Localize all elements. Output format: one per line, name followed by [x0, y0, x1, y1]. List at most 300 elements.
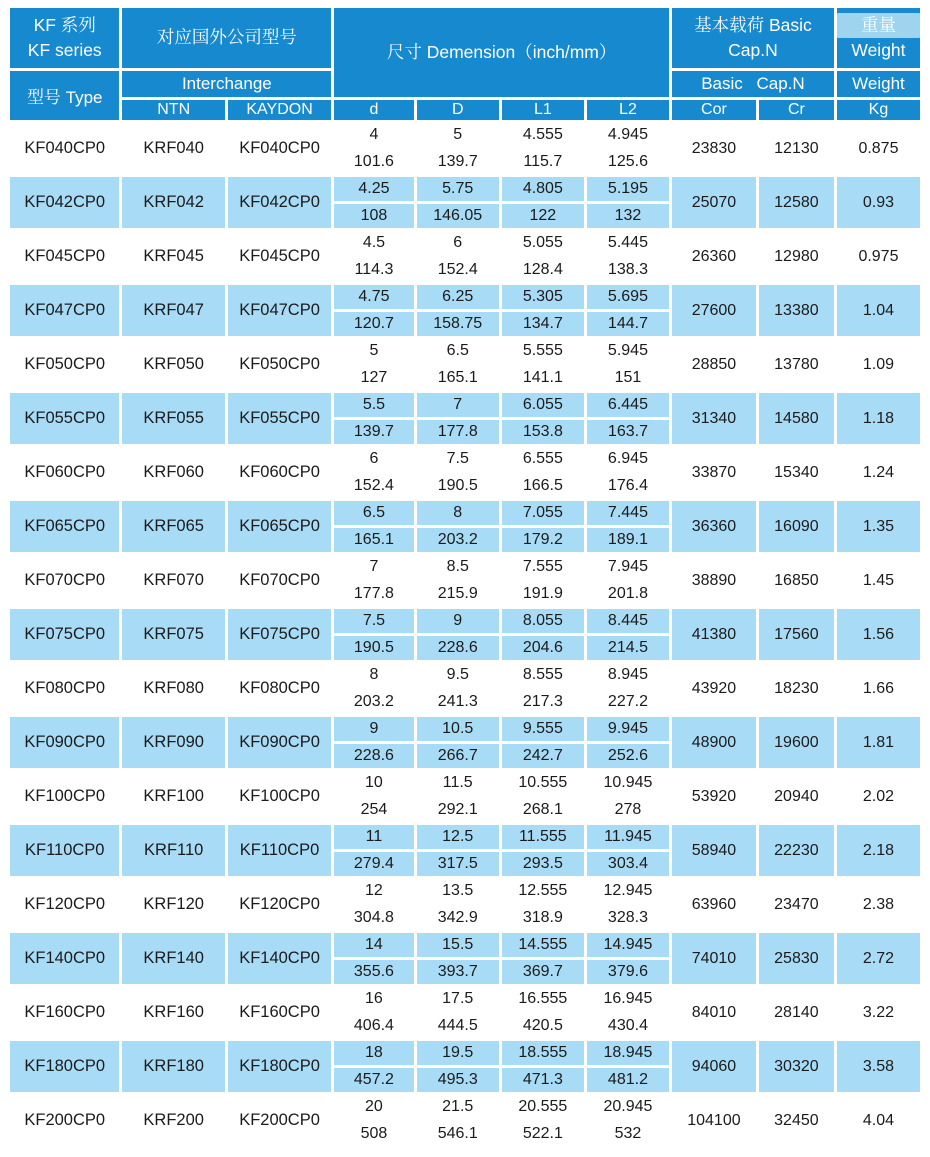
cell-L1-mm: 204.6 — [502, 636, 584, 660]
header-dimension: 尺寸 Demension（inch/mm） — [334, 8, 669, 97]
cell-L1-inch: 12.555 — [502, 879, 584, 903]
cell-kg: 4.04 — [837, 1095, 920, 1146]
cell-d-mm: 165.1 — [334, 528, 413, 552]
cell-model: KF120CP0 — [10, 879, 119, 930]
cell-L1-mm: 420.5 — [502, 1014, 584, 1038]
table-row — [10, 771, 920, 795]
cell-cor: 53920 — [672, 771, 756, 822]
cell-D-inch: 6.25 — [417, 285, 499, 309]
cell-L2-inch: 16.945 — [587, 987, 669, 1011]
header-kf-series — [10, 8, 119, 68]
cell-L2-inch: 9.945 — [587, 717, 669, 741]
cell-L2-inch: 14.945 — [587, 933, 669, 957]
cell-ntn: KRF065 — [122, 501, 224, 552]
cell-kaydon: KF160CP0 — [228, 987, 331, 1038]
cell-ntn: KRF055 — [122, 393, 224, 444]
cell-cr: 12980 — [759, 231, 834, 282]
header-interchange-cn: 对应国外公司型号 — [122, 8, 331, 68]
col-header-cr: Cr — [759, 100, 834, 120]
header-basic-cap-sub: Basic Cap.N — [672, 71, 834, 97]
cell-D-inch: 6.5 — [417, 339, 499, 363]
cell-L1-mm: 166.5 — [502, 474, 584, 498]
cell-D-inch: 15.5 — [417, 933, 499, 957]
cell-D-inch: 19.5 — [417, 1041, 499, 1065]
cell-L2-mm: 278 — [587, 798, 669, 822]
cell-cr: 18230 — [759, 663, 834, 714]
cell-D-mm: 292.1 — [417, 798, 499, 822]
cell-cr: 28140 — [759, 987, 834, 1038]
cell-D-inch: 9.5 — [417, 663, 499, 687]
cell-model: KF075CP0 — [10, 609, 119, 660]
cell-D-mm: 546.1 — [417, 1122, 499, 1146]
table-row — [10, 825, 920, 849]
cell-d-mm: 254 — [334, 798, 413, 822]
cell-L1-inch: 14.555 — [502, 933, 584, 957]
col-header-d: d — [334, 100, 413, 120]
table-row — [10, 177, 920, 201]
cell-D-mm: 241.3 — [417, 690, 499, 714]
cell-d-mm: 152.4 — [334, 474, 413, 498]
cell-d-mm: 457.2 — [334, 1068, 413, 1092]
cell-L1-mm: 522.1 — [502, 1122, 584, 1146]
cell-cr: 13380 — [759, 285, 834, 336]
weight-cn-highlight: 重量 — [837, 13, 920, 38]
cell-d-inch: 6.5 — [334, 501, 413, 525]
cell-D-inch: 11.5 — [417, 771, 499, 795]
cell-d-mm: 508 — [334, 1122, 413, 1146]
cell-kg: 1.66 — [837, 663, 920, 714]
cell-L2-inch: 12.945 — [587, 879, 669, 903]
cell-kaydon: KF045CP0 — [228, 231, 331, 282]
cell-model: KF040CP0 — [10, 123, 119, 174]
cell-L1-mm: 153.8 — [502, 420, 584, 444]
cell-L1-inch: 9.555 — [502, 717, 584, 741]
cell-L2-inch: 6.945 — [587, 447, 669, 471]
cell-d-mm: 108 — [334, 204, 413, 228]
cell-L2-inch: 11.945 — [587, 825, 669, 849]
cell-L2-mm: 328.3 — [587, 906, 669, 930]
cell-kg: 2.38 — [837, 879, 920, 930]
cell-ntn: KRF140 — [122, 933, 224, 984]
cell-d-mm: 355.6 — [334, 960, 413, 984]
cell-cr: 17560 — [759, 609, 834, 660]
cell-d-mm: 139.7 — [334, 420, 413, 444]
cell-cr: 19600 — [759, 717, 834, 768]
header-weight-cn — [837, 13, 920, 38]
cell-cr: 23470 — [759, 879, 834, 930]
cell-kaydon: KF060CP0 — [228, 447, 331, 498]
cell-L2-mm: 132 — [587, 204, 669, 228]
cell-ntn: KRF160 — [122, 987, 224, 1038]
header-weight-en: Weight — [851, 40, 906, 60]
cell-cr: 15340 — [759, 447, 834, 498]
cell-model: KF047CP0 — [10, 285, 119, 336]
cell-L2-mm: 125.6 — [587, 150, 669, 174]
cell-d-inch: 8 — [334, 663, 413, 687]
cell-D-mm: 152.4 — [417, 258, 499, 282]
cell-model: KF065CP0 — [10, 501, 119, 552]
cell-L1-inch: 20.555 — [502, 1095, 584, 1119]
cell-kaydon: KF050CP0 — [228, 339, 331, 390]
cell-d-inch: 7 — [334, 555, 413, 579]
cell-L2-inch: 5.445 — [587, 231, 669, 255]
cell-d-mm: 127 — [334, 366, 413, 390]
cell-kaydon: KF047CP0 — [228, 285, 331, 336]
cell-model: KF090CP0 — [10, 717, 119, 768]
cell-kg: 0.975 — [837, 231, 920, 282]
table-body — [10, 123, 920, 1146]
cell-d-inch: 16 — [334, 987, 413, 1011]
cell-ntn: KRF070 — [122, 555, 224, 606]
cell-cor: 58940 — [672, 825, 756, 876]
cell-D-inch: 9 — [417, 609, 499, 633]
cell-d-mm: 120.7 — [334, 312, 413, 336]
cell-ntn: KRF060 — [122, 447, 224, 498]
cell-ntn: KRF100 — [122, 771, 224, 822]
cell-cr: 13780 — [759, 339, 834, 390]
cell-D-inch: 8 — [417, 501, 499, 525]
cell-L1-inch: 6.055 — [502, 393, 584, 417]
cell-D-inch: 5.75 — [417, 177, 499, 201]
col-header-L1: L1 — [502, 100, 584, 120]
cell-D-mm: 393.7 — [417, 960, 499, 984]
cell-kg: 1.45 — [837, 555, 920, 606]
header-kf-series-en: KF series — [27, 40, 102, 60]
cell-L1-mm: 293.5 — [502, 852, 584, 876]
cell-d-inch: 5 — [334, 339, 413, 363]
cell-L2-mm: 252.6 — [587, 744, 669, 768]
cell-L2-mm: 532 — [587, 1122, 669, 1146]
cell-cor: 31340 — [672, 393, 756, 444]
cell-d-mm: 190.5 — [334, 636, 413, 660]
cell-L1-inch: 7.055 — [502, 501, 584, 525]
table-row — [10, 717, 920, 741]
cell-d-inch: 5.5 — [334, 393, 413, 417]
cell-ntn: KRF090 — [122, 717, 224, 768]
cell-L2-inch: 8.945 — [587, 663, 669, 687]
cell-d-inch: 9 — [334, 717, 413, 741]
col-header-cor: Cor — [672, 100, 756, 120]
cell-L2-mm: 227.2 — [587, 690, 669, 714]
cell-L2-inch: 7.445 — [587, 501, 669, 525]
cell-D-mm: 228.6 — [417, 636, 499, 660]
header-weight-sub: Weight — [837, 71, 920, 97]
cell-L1-inch: 16.555 — [502, 987, 584, 1011]
cell-cor: 43920 — [672, 663, 756, 714]
kf-series-spec-table — [7, 5, 923, 1149]
cell-d-mm: 279.4 — [334, 852, 413, 876]
cell-model: KF140CP0 — [10, 933, 119, 984]
cell-L2-inch: 8.445 — [587, 609, 669, 633]
cell-ntn: KRF050 — [122, 339, 224, 390]
cell-model: KF060CP0 — [10, 447, 119, 498]
cell-cr: 32450 — [759, 1095, 834, 1146]
table-row — [10, 1041, 920, 1065]
table-row — [10, 879, 920, 903]
cell-D-mm: 165.1 — [417, 366, 499, 390]
cell-ntn: KRF200 — [122, 1095, 224, 1146]
cell-kg: 1.24 — [837, 447, 920, 498]
table-row — [10, 663, 920, 687]
cell-L2-mm: 151 — [587, 366, 669, 390]
table-row — [10, 609, 920, 633]
cell-kaydon: KF200CP0 — [228, 1095, 331, 1146]
cell-ntn: KRF042 — [122, 177, 224, 228]
cell-L1-inch: 4.805 — [502, 177, 584, 201]
cell-d-mm: 228.6 — [334, 744, 413, 768]
header-basic-cap-cn: 基本载荷 Basic — [694, 14, 812, 35]
cell-model: KF100CP0 — [10, 771, 119, 822]
cell-L1-inch: 4.555 — [502, 123, 584, 147]
table-row — [10, 501, 920, 525]
cell-L1-mm: 318.9 — [502, 906, 584, 930]
table-row — [10, 339, 920, 363]
table-row — [10, 933, 920, 957]
cell-cor: 36360 — [672, 501, 756, 552]
cell-L2-inch: 4.945 — [587, 123, 669, 147]
table-row — [10, 447, 920, 471]
cell-L2-mm: 189.1 — [587, 528, 669, 552]
cell-D-inch: 12.5 — [417, 825, 499, 849]
header-weight — [837, 8, 920, 68]
cell-kg: 1.09 — [837, 339, 920, 390]
cell-kaydon: KF120CP0 — [228, 879, 331, 930]
cell-model: KF080CP0 — [10, 663, 119, 714]
cell-D-mm: 203.2 — [417, 528, 499, 552]
cell-d-inch: 20 — [334, 1095, 413, 1119]
table-row — [10, 555, 920, 579]
cell-cor: 41380 — [672, 609, 756, 660]
cell-ntn: KRF075 — [122, 609, 224, 660]
cell-L2-mm: 303.4 — [587, 852, 669, 876]
cell-D-mm: 444.5 — [417, 1014, 499, 1038]
cell-cor: 26360 — [672, 231, 756, 282]
cell-L2-inch: 5.945 — [587, 339, 669, 363]
cell-L2-mm: 214.5 — [587, 636, 669, 660]
cell-kg: 3.58 — [837, 1041, 920, 1092]
cell-cor: 63960 — [672, 879, 756, 930]
cell-cr: 22230 — [759, 825, 834, 876]
cell-cor: 38890 — [672, 555, 756, 606]
cell-L2-inch: 20.945 — [587, 1095, 669, 1119]
cell-d-inch: 4 — [334, 123, 413, 147]
cell-kg: 1.35 — [837, 501, 920, 552]
cell-D-mm: 139.7 — [417, 150, 499, 174]
cell-cr: 20940 — [759, 771, 834, 822]
cell-model: KF180CP0 — [10, 1041, 119, 1092]
cell-ntn: KRF080 — [122, 663, 224, 714]
header-basic-cap — [672, 8, 834, 68]
cell-d-mm: 203.2 — [334, 690, 413, 714]
cell-D-inch: 5 — [417, 123, 499, 147]
cell-L1-mm: 141.1 — [502, 366, 584, 390]
cell-d-mm: 114.3 — [334, 258, 413, 282]
cell-L1-mm: 134.7 — [502, 312, 584, 336]
cell-cr: 30320 — [759, 1041, 834, 1092]
header-kf-series-cn: KF 系列 — [33, 14, 96, 35]
cell-cr: 16850 — [759, 555, 834, 606]
cell-cor: 27600 — [672, 285, 756, 336]
cell-model: KF160CP0 — [10, 987, 119, 1038]
cell-d-mm: 101.6 — [334, 150, 413, 174]
cell-kaydon: KF180CP0 — [228, 1041, 331, 1092]
cell-L1-mm: 122 — [502, 204, 584, 228]
cell-kg: 2.02 — [837, 771, 920, 822]
cell-d-inch: 4.25 — [334, 177, 413, 201]
cell-L1-inch: 11.555 — [502, 825, 584, 849]
cell-D-inch: 21.5 — [417, 1095, 499, 1119]
cell-L1-inch: 7.555 — [502, 555, 584, 579]
cell-L2-mm: 163.7 — [587, 420, 669, 444]
cell-D-mm: 215.9 — [417, 582, 499, 606]
cell-D-mm: 190.5 — [417, 474, 499, 498]
cell-cr: 16090 — [759, 501, 834, 552]
cell-D-inch: 10.5 — [417, 717, 499, 741]
cell-L2-mm: 144.7 — [587, 312, 669, 336]
cell-cor: 104100 — [672, 1095, 756, 1146]
cell-L1-mm: 115.7 — [502, 150, 584, 174]
cell-cor: 23830 — [672, 123, 756, 174]
table-row — [10, 987, 920, 1011]
cell-cor: 74010 — [672, 933, 756, 984]
cell-cor: 33870 — [672, 447, 756, 498]
cell-L1-inch: 6.555 — [502, 447, 584, 471]
cell-kg: 3.22 — [837, 987, 920, 1038]
cell-kaydon: KF100CP0 — [228, 771, 331, 822]
cell-cor: 48900 — [672, 717, 756, 768]
cell-ntn: KRF180 — [122, 1041, 224, 1092]
cell-ntn: KRF045 — [122, 231, 224, 282]
cell-L2-mm: 379.6 — [587, 960, 669, 984]
cell-L2-mm: 138.3 — [587, 258, 669, 282]
cell-D-inch: 7.5 — [417, 447, 499, 471]
cell-model: KF045CP0 — [10, 231, 119, 282]
cell-kaydon: KF110CP0 — [228, 825, 331, 876]
cell-kaydon: KF042CP0 — [228, 177, 331, 228]
table-row — [10, 231, 920, 255]
cell-kg: 0.875 — [837, 123, 920, 174]
cell-D-inch: 6 — [417, 231, 499, 255]
cell-model: KF070CP0 — [10, 555, 119, 606]
cell-d-inch: 7.5 — [334, 609, 413, 633]
cell-model: KF055CP0 — [10, 393, 119, 444]
cell-L2-inch: 5.195 — [587, 177, 669, 201]
cell-model: KF042CP0 — [10, 177, 119, 228]
cell-d-mm: 177.8 — [334, 582, 413, 606]
cell-kaydon: KF065CP0 — [228, 501, 331, 552]
cell-L1-inch: 5.305 — [502, 285, 584, 309]
col-header-D: D — [417, 100, 499, 120]
col-header-L2: L2 — [587, 100, 669, 120]
cell-L1-inch: 8.055 — [502, 609, 584, 633]
cell-kg: 0.93 — [837, 177, 920, 228]
cell-d-inch: 14 — [334, 933, 413, 957]
cell-cr: 14580 — [759, 393, 834, 444]
cell-L1-mm: 369.7 — [502, 960, 584, 984]
cell-kg: 1.81 — [837, 717, 920, 768]
cell-L1-mm: 471.3 — [502, 1068, 584, 1092]
cell-ntn: KRF040 — [122, 123, 224, 174]
table-row — [10, 1095, 920, 1119]
header-interchange-en: Interchange — [122, 71, 331, 97]
cell-D-mm: 146.05 — [417, 204, 499, 228]
cell-D-mm: 158.75 — [417, 312, 499, 336]
cell-d-inch: 4.75 — [334, 285, 413, 309]
cell-L2-inch: 10.945 — [587, 771, 669, 795]
cell-L2-inch: 18.945 — [587, 1041, 669, 1065]
cell-cr: 25830 — [759, 933, 834, 984]
cell-model: KF110CP0 — [10, 825, 119, 876]
header-basic-cap-en: Cap.N — [728, 40, 778, 60]
cell-L1-mm: 242.7 — [502, 744, 584, 768]
cell-cr: 12580 — [759, 177, 834, 228]
cell-L2-mm: 481.2 — [587, 1068, 669, 1092]
cell-D-mm: 342.9 — [417, 906, 499, 930]
table-row — [10, 393, 920, 417]
cell-L2-inch: 6.445 — [587, 393, 669, 417]
cell-model: KF200CP0 — [10, 1095, 119, 1146]
cell-kg: 1.56 — [837, 609, 920, 660]
cell-D-inch: 7 — [417, 393, 499, 417]
cell-D-inch: 13.5 — [417, 879, 499, 903]
table-row — [10, 285, 920, 309]
cell-L2-mm: 201.8 — [587, 582, 669, 606]
cell-kaydon: KF075CP0 — [228, 609, 331, 660]
cell-d-inch: 4.5 — [334, 231, 413, 255]
cell-D-inch: 8.5 — [417, 555, 499, 579]
cell-d-inch: 18 — [334, 1041, 413, 1065]
cell-L2-inch: 5.695 — [587, 285, 669, 309]
cell-kaydon: KF090CP0 — [228, 717, 331, 768]
cell-ntn: KRF110 — [122, 825, 224, 876]
cell-L1-mm: 179.2 — [502, 528, 584, 552]
cell-D-mm: 177.8 — [417, 420, 499, 444]
cell-cor: 25070 — [672, 177, 756, 228]
cell-cor: 84010 — [672, 987, 756, 1038]
cell-model: KF050CP0 — [10, 339, 119, 390]
cell-cor: 28850 — [672, 339, 756, 390]
cell-L2-mm: 430.4 — [587, 1014, 669, 1038]
cell-cr: 12130 — [759, 123, 834, 174]
cell-D-mm: 317.5 — [417, 852, 499, 876]
cell-d-mm: 304.8 — [334, 906, 413, 930]
cell-D-inch: 17.5 — [417, 987, 499, 1011]
cell-kaydon: KF070CP0 — [228, 555, 331, 606]
table-row — [10, 123, 920, 147]
cell-kaydon: KF040CP0 — [228, 123, 331, 174]
cell-kg: 1.04 — [837, 285, 920, 336]
table-header — [10, 8, 920, 120]
cell-L2-inch: 7.945 — [587, 555, 669, 579]
cell-L1-mm: 217.3 — [502, 690, 584, 714]
col-header-kaydon: KAYDON — [228, 100, 331, 120]
cell-ntn: KRF120 — [122, 879, 224, 930]
cell-L1-mm: 268.1 — [502, 798, 584, 822]
cell-L1-inch: 10.555 — [502, 771, 584, 795]
cell-d-mm: 406.4 — [334, 1014, 413, 1038]
cell-kg: 2.18 — [837, 825, 920, 876]
header-type: 型号 Type — [10, 71, 119, 120]
cell-d-inch: 11 — [334, 825, 413, 849]
cell-D-mm: 495.3 — [417, 1068, 499, 1092]
cell-d-inch: 12 — [334, 879, 413, 903]
cell-kaydon: KF080CP0 — [228, 663, 331, 714]
cell-d-inch: 10 — [334, 771, 413, 795]
cell-kaydon: KF055CP0 — [228, 393, 331, 444]
cell-D-mm: 266.7 — [417, 744, 499, 768]
cell-kg: 2.72 — [837, 933, 920, 984]
cell-L1-inch: 18.555 — [502, 1041, 584, 1065]
